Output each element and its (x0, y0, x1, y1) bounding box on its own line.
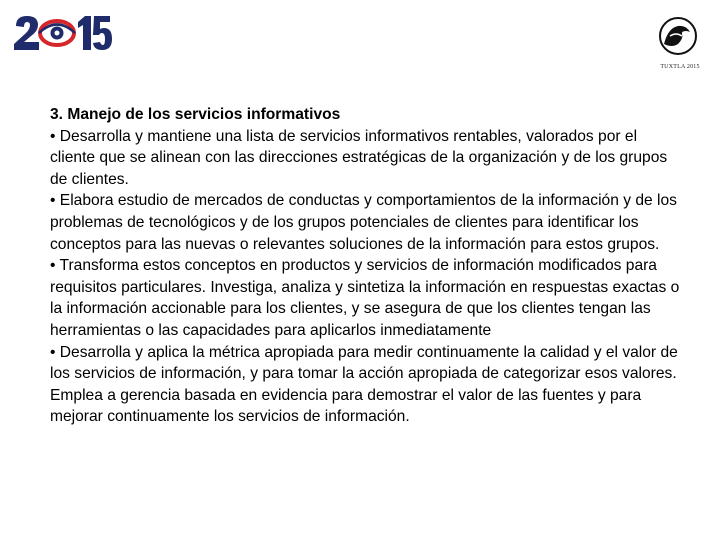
bullet-paragraph: • Desarrolla y mantiene una lista de servicios informativos rentables, valorados por el cliente que se alinean con las direcciones estratégicas de la organización y de los grupos de clientes. (50, 127, 668, 188)
bullet-paragraph: • Transforma estos conceptos en productos y servicios de información modificados para requisitos particulares. Investiga, analiza y sintetiza la información en respuestas exactas o la información accionable para los clientes, y se asegura de que los clientes tengan las herramientas o las capacidades para aplicarlos inmediatamente (50, 257, 680, 339)
closing-paragraph: Emplea a gerencia basada en evidencia para demostrar el valor de las fuentes y para mejorar continuamente los servicios de información. (50, 386, 642, 426)
slide-heading: 3. Manejo de los servicios informativos (50, 106, 341, 123)
seal-logo (656, 14, 700, 70)
slide-content (50, 104, 680, 428)
seal-caption: TUXTLA 2015 (660, 64, 700, 70)
bullet-paragraph: • Elabora estudio de mercados de conductas y comportamientos de la información y de los problemas de tecnológicos y de los grupos potenciales de clientes para identificar los conceptos para las nuevas o relevantes soluciones de la información para estos grupos. (50, 192, 677, 253)
year-2015-logo (12, 12, 112, 54)
bullet-paragraph: • Desarrolla y aplica la métrica apropiada para medir continuamente la calidad y el valor de los servicios de información, y para tomar la acción apropiada de categorizar esos valores. (50, 343, 678, 383)
